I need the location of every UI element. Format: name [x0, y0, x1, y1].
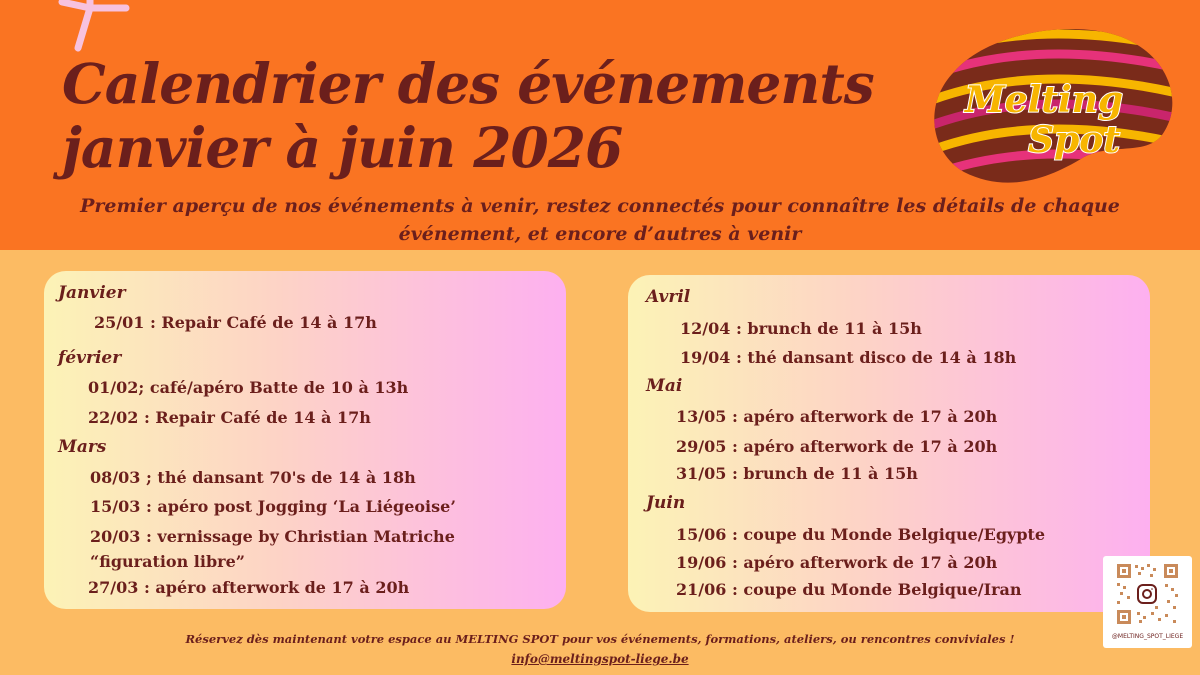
event-item: 31/05 : brunch de 11 à 15h — [676, 464, 918, 483]
logo-text-spot: Spot — [1028, 119, 1120, 161]
event-item: 22/02 : Repair Café de 14 à 17h — [88, 408, 371, 427]
event-item: 21/06 : coupe du Monde Belgique/Iran — [676, 580, 1022, 599]
event-item: 19/06 : apéro afterwork de 17 à 20h — [676, 553, 998, 572]
events-card-jan-mar — [44, 271, 566, 609]
month-label-mars: Mars — [58, 437, 107, 457]
qr-caption: @MELTING_SPOT_LIEGE — [1111, 633, 1184, 640]
page-title — [62, 52, 942, 180]
title-line-2: janvier à juin 2026 — [62, 115, 623, 180]
title-line-1: Calendrier des événements — [62, 51, 874, 116]
melting-spot-logo — [924, 22, 1184, 192]
event-item: 01/02; café/apéro Batte de 10 à 13h — [88, 378, 409, 397]
subtitle-line-1: Premier aperçu de nos événements à venir, restez connectés pour connaître les détails de chaque — [80, 195, 1120, 217]
event-item: 19/04 : thé dansant disco de 14 à 18h — [680, 348, 1017, 367]
month-label-avril: Avril — [646, 287, 691, 307]
month-label-janvier: Janvier — [58, 283, 126, 303]
logo-text-melting: Melting — [964, 79, 1124, 121]
subtitle — [30, 192, 1170, 248]
event-item: 29/05 : apéro afterwork de 17 à 20h — [676, 437, 998, 456]
subtitle-line-2: événement, et encore d’autres à venir — [398, 223, 802, 245]
month-label-fevrier: février — [58, 348, 122, 368]
event-item: 12/04 : brunch de 11 à 15h — [680, 319, 922, 338]
event-item: 15/03 : apéro post Jogging ‘La Liégeoise’ — [90, 497, 456, 516]
event-item: 20/03 : vernissage by Christian Matriche — [90, 527, 455, 546]
month-label-juin: Juin — [646, 493, 686, 513]
event-item: 08/03 ; thé dansant 70's de 14 à 18h — [90, 468, 416, 487]
qr-code-pattern — [1103, 556, 1192, 632]
event-item: 25/01 : Repair Café de 14 à 17h — [94, 313, 377, 332]
event-item: 13/05 : apéro afterwork de 17 à 20h — [676, 407, 998, 426]
event-item-continuation: “figuration libre” — [90, 552, 245, 571]
event-item: 27/03 : apéro afterwork de 17 à 20h — [88, 578, 410, 597]
events-card-apr-jun — [628, 275, 1150, 612]
instagram-icon — [1138, 585, 1156, 603]
month-label-mai: Mai — [646, 376, 683, 396]
event-item: 15/06 : coupe du Monde Belgique/Egypte — [676, 525, 1046, 544]
footer-text: Réservez dès maintenant votre espace au MELTING SPOT pour vos événements, formations, ateliers, ou rencontres conviviales ! — [185, 632, 1015, 646]
contact-email-link[interactable]: info@meltingspot-liege.be — [511, 652, 689, 666]
